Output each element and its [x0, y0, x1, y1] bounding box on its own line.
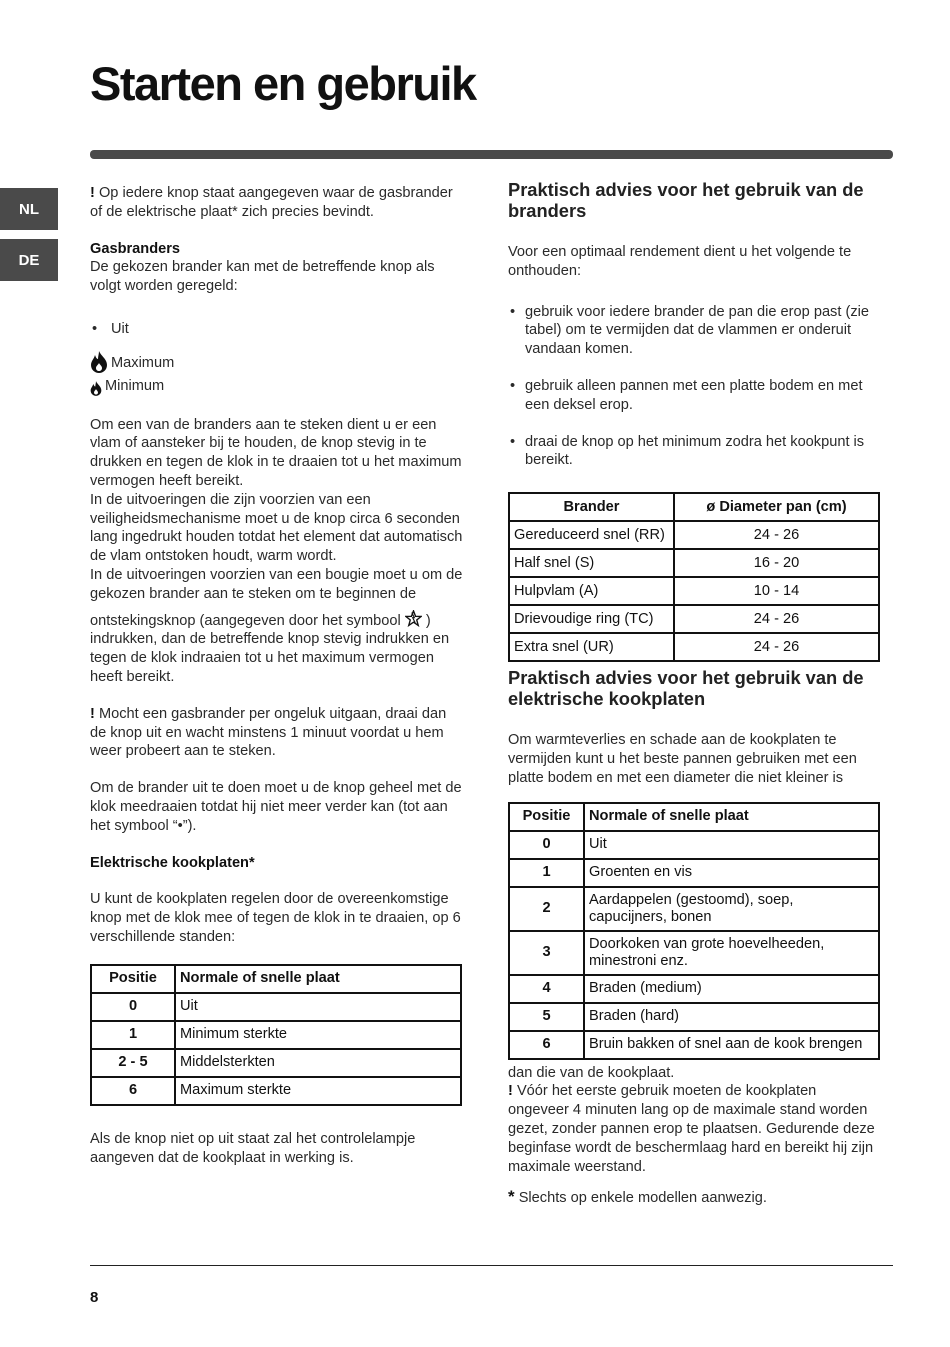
table-row: 2 Aardappelen (gestoomd), soep, capucijners, bonen	[509, 887, 879, 931]
plate-positions-table	[508, 802, 880, 1060]
burners-intro: Voor een optimaal rendement dient u het volgende te onthouden:	[508, 244, 852, 279]
first-use-paragraph: ! Vóór het eerste gebruik moeten de kookplaten ongeveer 4 minuten lang op de maximale stand worden gezet, zonder pannen erop te plaatsen. Gedurende deze beginfase wordt de beschermlaag hard en bereikt hij zijn maximale weerstand.	[508, 1083, 875, 1175]
lighting-paragraph-3b: ontstekingsknop (aangegeven door het symbool )	[90, 610, 465, 631]
table-header-row: Positie Normale of snelle plaat	[91, 965, 461, 993]
large-flame-icon	[90, 351, 108, 373]
lamp-paragraph: Als de knop niet op uit staat zal het controlelampje aangeven dat de kookplaat in werking is.	[90, 1130, 416, 1166]
lighting-paragraph-3a: In de uitvoeringen voorzien van een bougie moet u om de gekozen brander aan te steken om te beginnen de	[90, 566, 463, 602]
intro-paragraph: ! Op iedere knop staat aangegeven waar de gasbrander of de elektrische plaat* zich precies bevindt.	[90, 185, 453, 220]
list-item: • draai de knop op het minimum zodra het kookpunt is bereikt.	[508, 433, 880, 471]
table-header-row: Positie Normale of snelle plaat	[509, 803, 879, 831]
list-item: • gebruik alleen pannen met een platte bodem en met een deksel erop.	[508, 377, 880, 415]
symbol-min-label: Minimum	[105, 377, 165, 394]
symbol-max-label: Maximum	[111, 354, 175, 371]
off-paragraph: Om de brander uit te doen moet u de knop geheel met de klok meedraaien totdat hij niet meer verder kan (tot aan het symbool “•”).	[90, 780, 462, 834]
lighting-paragraph-2: In de uitvoeringen die zijn voorzien van een veiligheidsmechanisme moet u de knop circa 6 seconden lang ingedrukt houden totdat het element dat automatisch de vlam ontstoken houdt, warm wordt.	[90, 491, 463, 565]
footnote: * Slechts op enkele modellen aanwezig.	[508, 1187, 767, 1207]
right-column	[508, 180, 880, 1208]
table-row: Half snel (S) 16 - 20	[509, 549, 879, 577]
table-row: 5 Braden (hard)	[509, 1003, 879, 1031]
symbol-off: • Uit	[90, 320, 465, 339]
table-row: 6 Maximum sterkte	[91, 1077, 461, 1105]
table-row: 1 Groenten en vis	[509, 859, 879, 887]
table-header-row: Brander ø Diameter pan (cm)	[509, 493, 879, 521]
warning-mark: !	[508, 1083, 513, 1100]
plates-advice-heading: Praktisch advies voor het gebruik van de elektrische kookplaten	[508, 667, 864, 709]
gas-heading: Gasbranders	[90, 240, 181, 257]
table-row: Drievoudige ring (TC) 24 - 26	[509, 605, 879, 633]
list-item: • gebruik voor iedere brander de pan die erop past (zie tabel) om te vermijden dat de vlammen er onderuit vandaan komen.	[508, 303, 880, 359]
lighting-paragraph-1: Om een van de branders aan te steken dient u er een vlam of aansteker bij te houden, de knop stevig in te drukken en tegen de klok in te draaien tot u het maximum vermogen heeft bereikt.	[90, 416, 462, 489]
footer-rule	[90, 1265, 893, 1266]
table-row: 3 Doorkoken van grote hoevelheeden, minestroni enz.	[509, 931, 879, 975]
table-row: Gereduceerd snel (RR) 24 - 26	[509, 521, 879, 549]
page-title: Starten en gebruik	[90, 57, 476, 110]
header-rule	[90, 150, 893, 159]
left-column	[90, 184, 465, 1167]
warning-paragraph: ! Mocht een gasbrander per ongeluk uitgaan, draai dan de knop uit en wacht minstens 1 minuut voordat u hem weer probeert aan te steken.	[90, 705, 447, 760]
table-row: 0 Uit	[91, 993, 461, 1021]
spark-star-icon	[405, 610, 422, 627]
small-flame-icon	[90, 381, 102, 396]
symbol-min-row	[90, 377, 465, 396]
burner-diameter-table	[508, 492, 880, 662]
electric-heading: Elektrische kookplaten*	[90, 854, 255, 871]
page-number: 8	[90, 1289, 99, 1306]
symbol-max-row	[90, 351, 465, 373]
electric-text: U kunt de kookplaten regelen door de overeenkomstige knop met de klok mee of tegen de klok in te draaien, op 6 verschillende standen:	[90, 891, 461, 945]
table-row: 4 Braden (medium)	[509, 975, 879, 1003]
gas-text: De gekozen brander kan met de betreffende knop als volgt worden geregeld:	[90, 259, 435, 295]
table-row: 1 Minimum sterkte	[91, 1021, 461, 1049]
table-row: 6 Bruin bakken of snel aan de kook brengen	[509, 1031, 879, 1059]
table-row: 0 Uit	[509, 831, 879, 859]
table-row: Hulpvlam (A) 10 - 14	[509, 577, 879, 605]
electric-positions-table	[90, 964, 462, 1106]
language-tab-de[interactable]: DE	[0, 239, 58, 281]
burners-advice-heading: Praktisch advies voor het gebruik van de branders	[508, 179, 864, 221]
language-tab-nl[interactable]: NL	[0, 188, 58, 230]
warning-mark: !	[90, 185, 95, 201]
plates-intro: Om warmteverlies en schade aan de kookplaten te vermijden kunt u het beste pannen gebruiken met een platte bodem en met een diameter die niet kleiner is	[508, 732, 857, 786]
footnote-asterisk: *	[508, 1187, 515, 1207]
warning-mark: !	[90, 705, 95, 722]
table-row: 2 - 5 Middelsterkten	[91, 1049, 461, 1077]
plates-continuation: dan die van de kookplaat.	[508, 1064, 675, 1081]
lighting-paragraph-3d: indrukken, dan de betreffende knop stevig indrukken en tegen de klok indraaien tot u het maximum vermogen heeft bereikt.	[90, 631, 450, 685]
table-row: Extra snel (UR) 24 - 26	[509, 633, 879, 661]
